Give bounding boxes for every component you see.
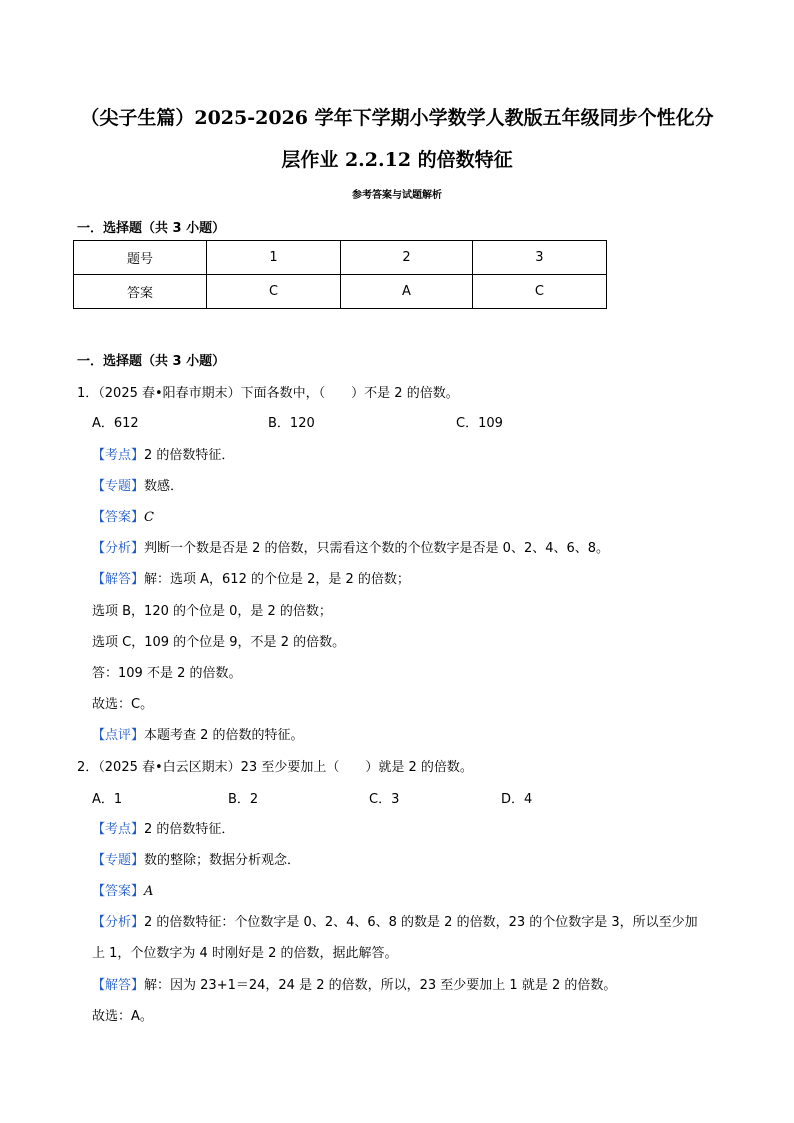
table-row — [74, 275, 607, 309]
fenxi-tag: 【分析】 — [92, 541, 145, 556]
fenxi-text: 判断一个数是否是 2 的倍数，只需看这个数的个位数字是否是 0、2、4、6、8。 — [144, 541, 610, 556]
kaodian-text: 2 的倍数特征． — [144, 822, 235, 837]
jieda-tag: 【解答】 — [92, 978, 145, 993]
jieda-text: 解：选项 A，612 的个位是 2，是 2 的倍数； — [144, 572, 410, 587]
answer-table — [73, 240, 607, 309]
question-1-fenxi — [92, 537, 609, 556]
daan-text: A — [144, 884, 154, 899]
table-cell: 3 — [472, 241, 606, 275]
question-1-zhuanti — [92, 475, 183, 494]
question-2-kaodian — [92, 818, 234, 837]
dianping-text: 本题考查 2 的倍数的特征。 — [144, 728, 304, 743]
question-1-kaodian — [92, 444, 234, 463]
fenxi-text: 2 的倍数特征：个位数字是 0、2、4、6、8 的数是 2 的倍数，23 的个位数字是 3，所以至少加 — [144, 915, 698, 930]
zhuanti-text: 数的整除；数据分析观念． — [144, 853, 301, 868]
table-cell: 题号 — [74, 241, 207, 275]
zhuanti-text: 数感． — [144, 479, 184, 494]
question-1-solution-line: 答：109 不是 2 的倍数。 — [92, 666, 242, 681]
daan-tag: 【答案】 — [92, 510, 145, 525]
table-row — [74, 241, 607, 275]
question-1-solution-line: 选项 C，109 的个位是 9，不是 2 的倍数。 — [92, 635, 346, 650]
daan-text: C — [144, 510, 154, 525]
section-heading-questions: 一．选择题（共 3 小题） — [77, 354, 226, 369]
kaodian-text: 2 的倍数特征． — [144, 448, 235, 463]
question-2-option-a: A．1 — [92, 792, 123, 807]
question-1-answer — [92, 506, 154, 525]
question-2-option-d: D．4 — [501, 792, 533, 807]
question-1-jieda — [92, 568, 410, 587]
jieda-text: 解：因为 23+1＝24，24 是 2 的倍数，所以，23 至少要加上 1 就是 2 的倍数。 — [144, 978, 617, 993]
jieda-tag: 【解答】 — [92, 572, 145, 587]
table-cell: 2 — [341, 241, 473, 275]
zhuanti-tag: 【专题】 — [92, 479, 145, 494]
table-cell: A — [341, 275, 473, 309]
question-1-option-c: C．109 — [456, 416, 503, 431]
table-cell: 答案 — [74, 275, 207, 309]
document-title-line2: 层作业 2.2.12 的倍数特征 — [281, 149, 513, 171]
kaodian-tag: 【考点】 — [92, 448, 145, 463]
question-2-option-b: B．2 — [228, 792, 259, 807]
question-2-fenxi-cont: 上 1，个位数字为 4 时刚好是 2 的倍数，据此解答。 — [92, 946, 398, 961]
question-1-stem: 1．（2025 春•阳春市期末）下面各数中，（ ）不是 2 的倍数。 — [77, 386, 459, 401]
question-1-choice: 故选：C。 — [92, 697, 154, 712]
question-2-fenxi — [92, 911, 698, 930]
kaodian-tag: 【考点】 — [92, 822, 145, 837]
question-2-option-c: C．3 — [369, 792, 400, 807]
document-title-line1: （尖子生篇）2025-2026 学年下学期小学数学人教版五年级同步个性化分 — [80, 107, 714, 129]
table-cell: 1 — [207, 241, 341, 275]
question-2-zhuanti — [92, 849, 300, 868]
document-subtitle: 参考答案与试题解析 — [352, 190, 442, 201]
question-1-option-b: B．120 — [268, 416, 315, 431]
table-cell: C — [207, 275, 341, 309]
question-2-jieda — [92, 974, 616, 993]
table-cell: C — [472, 275, 606, 309]
question-1-option-a: A．612 — [92, 416, 139, 431]
question-2-answer — [92, 880, 153, 899]
fenxi-tag: 【分析】 — [92, 915, 145, 930]
daan-tag: 【答案】 — [92, 884, 145, 899]
question-2-stem: 2．（2025 春•白云区期末）23 至少要加上（ ）就是 2 的倍数。 — [77, 760, 473, 775]
question-2-choice: 故选：A。 — [92, 1009, 153, 1024]
question-1-dianping — [92, 724, 304, 743]
section-heading-answers: 一．选择题（共 3 小题） — [77, 221, 226, 236]
dianping-tag: 【点评】 — [92, 728, 145, 743]
question-1-solution-line: 选项 B，120 的个位是 0，是 2 的倍数； — [92, 604, 332, 619]
zhuanti-tag: 【专题】 — [92, 853, 145, 868]
